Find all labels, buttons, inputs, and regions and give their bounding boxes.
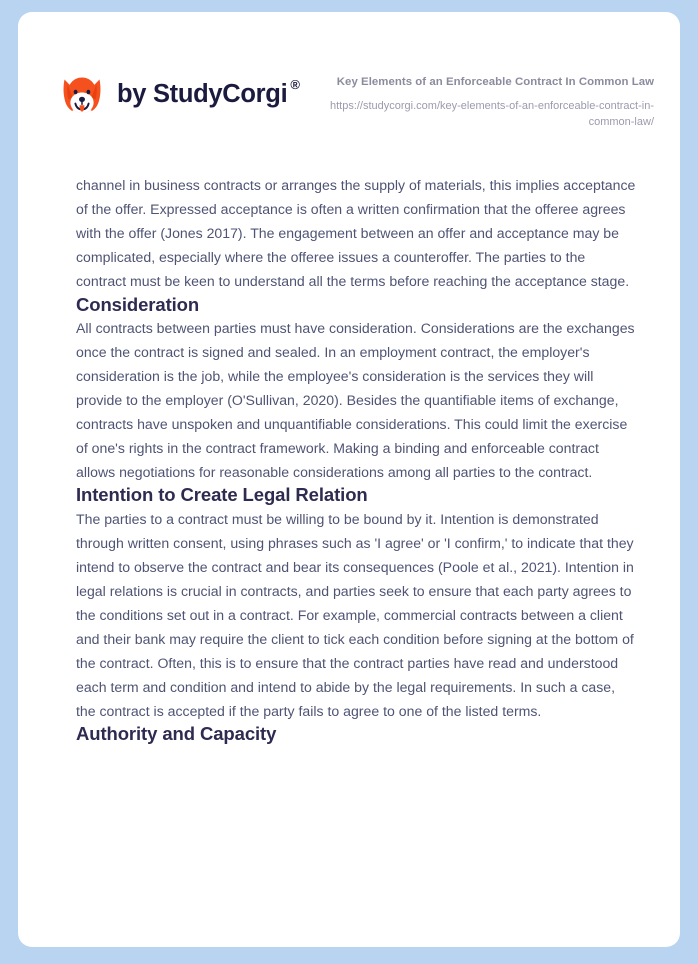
- brand-wordmark-text: by StudyCorgi: [117, 80, 288, 109]
- document-header: [18, 12, 680, 131]
- paragraph-acceptance: channel in business contracts or arranges the supply of materials, this implies acceptance of the offer. Expressed acceptance is often a written confirmation that the offeree agrees with the offer (Jones 2017). The engagement between an offer and acceptance may be complicated, especially where the offeree issues a counteroffer. The parties to the contract must be keen to understand all the terms before reaching the acceptance stage.: [76, 177, 636, 290]
- brand-logo[interactable]: [59, 60, 300, 118]
- paragraph-intention: The parties to a contract must be willing to be bound by it. Intention is demonstrated through written consent, using phrases such as 'I agree' or 'I confirm,' to indicate that they intend to observe the contract and bear its consequences (Poole et al., 2021). Intention in legal relations is crucial in contracts, and parties seek to ensure that each party agrees to the conditions set out in a contract. For example, commercial contracts between a client and their bank may require the client to tick each condition before signing at the bottom of the contract. Often, this is to ensure that the contract parties have read and understood each term and condition and intend to abide by the legal requirements. In such a case, the contract is accepted if the party fails to agree to one of the listed terms.: [76, 510, 634, 720]
- document-page-card: [18, 12, 680, 947]
- section-heading-authority-and-capacity: Authority and Capacity: [76, 723, 277, 745]
- corgi-logo-icon: [59, 72, 105, 118]
- paragraph-consideration: All contracts between parties must have consideration. Considerations are the exchanges once the contract is signed and sealed. In an employment contract, the employer's consideration is the job, while the employee's consideration is the services they will provide to the employer (O'Sullivan, 2020). Besides the quantifiable items of exchange, contracts have unspoken and unquantifiable considerations. This could limit the exercise of one's rights in the contract framework. Making a binding and enforceable contract allows negotiations for reasonable considerations among all parties to the contract.: [76, 319, 635, 481]
- page-url[interactable]: https://studycorgi.com/key-elements-of-an-enforceable-contract-in-common-law/: [329, 100, 654, 129]
- brand-wordmark: [117, 77, 300, 109]
- article-body: [18, 173, 680, 746]
- document-meta: [328, 60, 654, 131]
- registered-trademark-icon: ®: [290, 77, 300, 93]
- page-title: Key Elements of an Enforceable Contract In Common Law: [336, 76, 654, 88]
- section-heading-intention-to-create-legal-relation: Intention to Create Legal Relation: [76, 484, 368, 506]
- section-heading-consideration: Consideration: [76, 293, 200, 315]
